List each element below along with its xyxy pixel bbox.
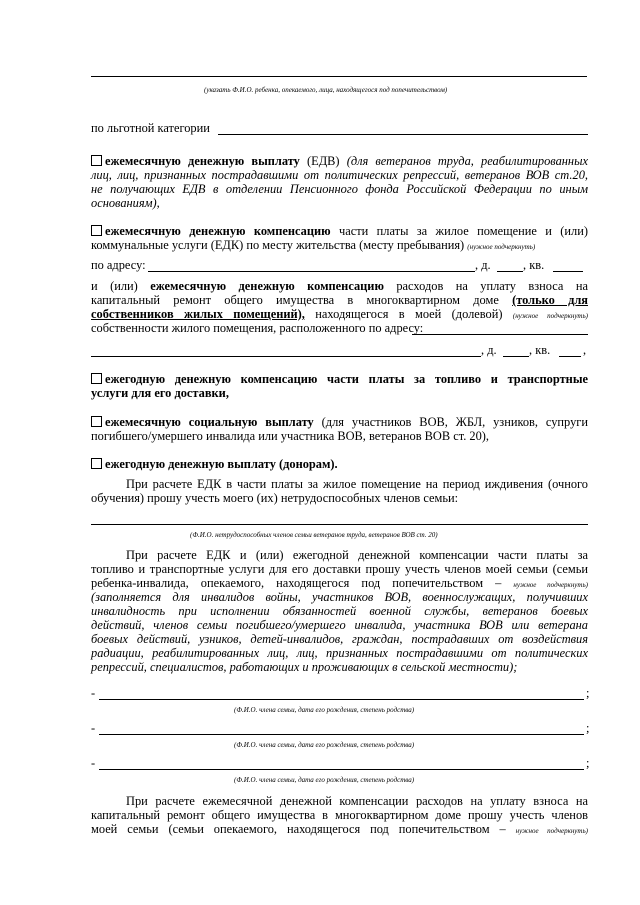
fuel-line-2: услуги для его доставки, (91, 386, 229, 400)
edv-title: ежемесячную денежную выплату (105, 154, 300, 168)
capital-apt-line[interactable] (559, 356, 581, 357)
capital-address-line-1[interactable] (412, 334, 588, 335)
capital-line-2 (91, 293, 588, 307)
member-1-line[interactable] (99, 699, 584, 700)
edv-checkbox[interactable] (91, 155, 102, 166)
family-note: нужное подчеркнуть) (513, 581, 588, 589)
edk-note: (нужное подчеркнуть) (467, 243, 536, 251)
edk-line-1 (91, 224, 588, 238)
member-2-caption: (Ф.И.О. члена семьи, дата его рождения, степень родства) (234, 741, 415, 749)
capital-owners-2: собственников жилых помещений), (91, 307, 305, 321)
capital-line-4: собственности жилого помещения, расположенного по адресу: (91, 321, 424, 335)
capfam-line-2: капитальный ремонт общего имущества в многоквартирном доме прошу учесть членов (91, 808, 588, 822)
child-name-line[interactable] (91, 76, 587, 77)
capital-text-2: капитальный ремонт общего имущества в многоквартирном доме (91, 293, 499, 307)
capital-text-1: расходов на уплату взноса на (396, 279, 588, 293)
family-italic-5: радиации, реабилитированных лиц, лиц, признанных пострадавшими от политических (91, 646, 588, 660)
capfam-note: нужное подчеркнуть) (515, 827, 588, 835)
capital-apt-label: , кв. (529, 343, 551, 357)
family-italic-3: действий, членов семьи погибшего/умершего инвалида, участника ВОВ или ветерана (91, 618, 588, 632)
edv-text-1: (для ветеранов труда, реабилитированных (346, 154, 588, 168)
member-2-dash: - (91, 721, 96, 735)
dependents-line-1: При расчете ЕДК в части платы за жилое помещение на период иждивения (очного (126, 477, 588, 491)
social-line-1 (91, 415, 588, 429)
category-label: по льготной категории (91, 121, 210, 135)
edk-apt-line[interactable] (553, 271, 583, 272)
social-checkbox[interactable] (91, 416, 102, 427)
family-line-2: топливо и транспортные услуги для его доставки прошу учесть членов моей семьи (семьи (91, 562, 588, 576)
capital-prefix: и (или) (91, 279, 138, 293)
capfam-line-1: При расчете ежемесячной денежной компенсации расходов на уплату взноса на (126, 794, 588, 808)
category-line[interactable] (218, 134, 588, 135)
capital-comma: , (583, 343, 587, 357)
edv-line-4: основаниям), (91, 196, 160, 210)
donor-checkbox[interactable] (91, 458, 102, 469)
edv-abbr: (ЕДВ) (307, 154, 340, 168)
dependents-line[interactable] (91, 524, 588, 525)
social-line-2: погибшего/умершего инвалида или участника ВОВ, ветеранов ВОВ ст. 20), (91, 429, 490, 443)
donor-title: ежегодную денежную выплату (донорам). (105, 457, 338, 471)
edv-line-2: лиц, лиц, признанных пострадавшими от политических репрессий, ветеранов ВОВ ст.20, (91, 168, 588, 182)
family-italic-6: репрессий, специалистов, работающих и проживающих в сельской местности); (91, 660, 518, 674)
edk-address-line[interactable] (148, 271, 475, 272)
member-3-dash: - (91, 756, 96, 770)
dependents-line-2: обучения) прошу учесть моего (их) нетрудоспособных членов семьи: (91, 491, 459, 505)
member-3-semicolon: ; (586, 756, 590, 770)
member-1-dash: - (91, 686, 96, 700)
member-2-line[interactable] (99, 734, 584, 735)
member-1-caption: (Ф.И.О. члена семьи, дата его рождения, степень родства) (234, 706, 415, 714)
fuel-text-1: ежегодную денежную компенсацию части платы за топливо и транспортные (105, 372, 588, 386)
capfam-line-3 (91, 822, 588, 838)
capital-title: ежемесячную денежную компенсацию (150, 279, 384, 293)
member-3-caption: (Ф.И.О. члена семьи, дата его рождения, степень родства) (234, 776, 415, 784)
capital-line-1 (91, 279, 588, 293)
edk-house-line[interactable] (497, 271, 523, 272)
family-line-1: При расчете ЕДК и (или) ежегодной денежной компенсации части платы за (126, 548, 588, 562)
family-text-3: ребенка-инвалида, опекаемого, находящегося под попечительством – (91, 576, 502, 590)
child-name-caption: (указать Ф.И.О. ребенка, опекаемого, лица, находящегося под попечительством) (204, 86, 448, 94)
edk-title: ежемесячную денежную компенсацию (105, 224, 331, 238)
edk-checkbox[interactable] (91, 225, 102, 236)
capital-house-line[interactable] (503, 356, 529, 357)
capital-house-label: , д. (481, 343, 497, 357)
capital-text-3: находящегося в моей (долевой) (315, 307, 503, 321)
social-title: ежемесячную социальную выплату (105, 415, 314, 429)
edv-line-3: не получающих ЕДВ в отделении Пенсионного фонда Российской Федерации по иным (91, 182, 588, 196)
capital-owners-1: (только для (512, 293, 588, 307)
edk-line-2 (91, 238, 535, 254)
donor-line (91, 457, 338, 471)
dependents-caption: (Ф.И.О. нетрудоспособных членов семьи ветеранов труда, ветеранов ВОВ ст. 20) (190, 531, 438, 539)
edk-text-2: коммунальные услуги (ЕДК) по месту жительства (месту пребывания) (91, 238, 465, 252)
fuel-checkbox[interactable] (91, 373, 102, 384)
edk-apt-label: , кв. (523, 258, 545, 272)
family-italic-4: боевых действий, узников, детей-инвалидов, граждан, пострадавших от воздействия (91, 632, 588, 646)
family-italic-2: инвалидность при исполнении обязанностей военной службы, ветеранов боевых (91, 604, 588, 618)
edk-house-label: , д. (475, 258, 491, 272)
capital-address-line-2[interactable] (91, 356, 481, 357)
member-2-semicolon: ; (586, 721, 590, 735)
capfam-text-3: моей семьи (семьи опекаемого, находящегося под попечительством – (91, 822, 506, 836)
edv-line-1 (91, 154, 588, 168)
family-italic-1: (заполняется для инвалидов войны, участников ВОВ, военнослужащих, получивших (91, 590, 588, 604)
member-3-line[interactable] (99, 769, 584, 770)
social-text-1: (для участников ВОВ, ЖБЛ, узников, супруги (321, 415, 588, 429)
capital-note: (нужное подчеркнуть) (512, 312, 588, 320)
edk-address-label: по адресу: (91, 258, 146, 272)
member-1-semicolon: ; (586, 686, 590, 700)
edk-text-1: части платы за жилое помещение и (или) (339, 224, 588, 238)
fuel-line-1 (91, 372, 588, 386)
